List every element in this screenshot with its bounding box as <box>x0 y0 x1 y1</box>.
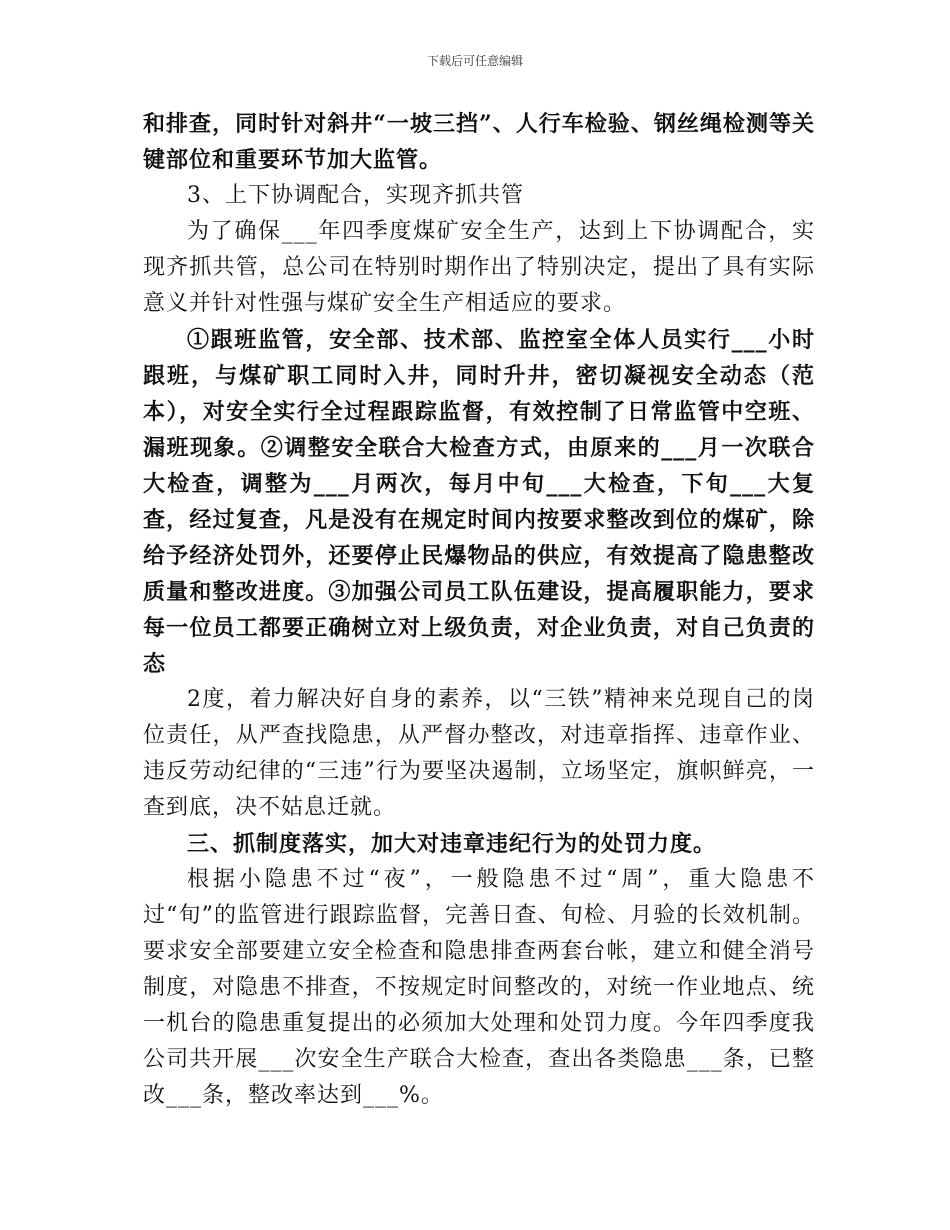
document-body <box>143 106 815 1114</box>
paragraph-1: 和排查，同时针对斜井“一坡三挡”、人行车检验、钢丝绳检测等关键部位和重要环节加大监管。 <box>143 111 815 173</box>
section-heading-three: 三、抓制度落实，加大对违章违纪行为的处罚力度。 <box>187 831 717 857</box>
paragraph-2: 为了确保___年四季度煤矿安全生产，达到上下协调配合，实现齐抓共管，总公司在特别时期作出了特别决定，提出了具有实际意义并针对性强与煤矿安全生产相适应的要求。 <box>143 219 815 316</box>
paragraph-4: 2度，着力解决好自身的素养，以“三铁”精神来兑现自己的岗位责任，从严查找隐患，从严督办整改，对违章指挥、违章作业、违反劳动纪律的“三违”行为要坚决遏制，立场坚定，旗帜鲜亮，一查到底，决不姑息迁就。 <box>143 687 815 820</box>
paragraph-5: 根据小隐患不过“夜”，一般隐患不过“周”，重大隐患不过“旬”的监管进行跟踪监督，完善日查、旬检、月验的长效机制。要求安全部要建立安全检查和隐患排查两套台帐，建立和健全消号制度，对隐患不排查，不按规定时间整改的，对统一作业地点、统一机台的隐患重复提出的必须加大处理和处罚力度。今年四季度我公司共开展___次安全生产联合大检查，查出各类隐患___条，已整改___条，整改率达到___%。 <box>143 867 815 1108</box>
section-heading-3: 3、上下协调配合，实现齐抓共管 <box>187 183 524 208</box>
paragraph-3: ①跟班监管，安全部、技术部、监控室全体人员实行___小时跟班，与煤矿职工同时入井，同时升井，密切凝视安全动态（范本），对安全实行全过程跟踪监督，有效控制了日常监管中空班、漏班现象。②调整安全联合大检查方式，由原来的___月一次联合大检查，调整为___月两次，每月中旬___大检查，下旬___大复查，经过复查，凡是没有在规定时间内按要求整改到位的煤矿，除给予经济处罚外，还要停止民爆物品的供应，有效提高了隐患整改质量和整改进度。③加强公司员工队伍建设，提高履职能力，要求每一位员工都要正确树立对上级负责，对企业负责，对自己负责的态 <box>143 327 815 677</box>
page-header: 下载后可任意编辑 <box>426 54 523 68</box>
